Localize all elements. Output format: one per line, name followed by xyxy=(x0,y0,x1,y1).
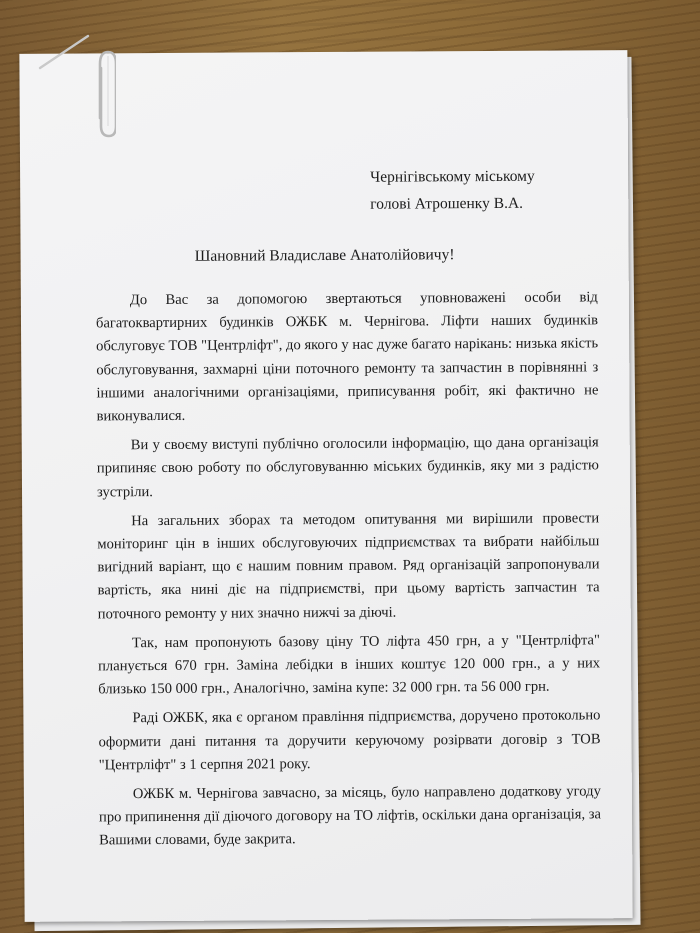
letter-page xyxy=(19,50,632,922)
addressee-line-1: Чернігівському міському xyxy=(370,167,535,186)
paragraph-1: До Вас за допомогою звертаються уповноважені особи від багатоквартирних будинків ОЖБК м. Чернігова. Ліфти наших будинків обслуговує ТОВ "Центрліфт", до якого у нас дуже багато нарікань: низька якість обслуговування, захмарні ціни поточного ремонту та запчастин в порівнянні з іншими аналогічними організаціями, приписування робіт, які фактично не виконувалися. xyxy=(95,289,599,425)
letter-body xyxy=(96,286,601,859)
salutation: Шановний Владиславе Анатолійовичу! xyxy=(194,246,455,265)
paragraph-3: На загальних зборах та методом опитування ми вирішили провести моніторинг цін в інших обслуговуючих підприємствах та вибрати найбільш вигідний варіант, що є нашим повним правом. Ряд організацій запропонували вартість, яка нині діє на підприємстві, при цьому вартість запчастин та поточного ремонту у них значно нижчі за діючі. xyxy=(97,510,600,623)
paragraph-4: Так, нам пропонують базову ціну ТО ліфта 450 грн, а у "Центрліфта" планується 670 грн. Заміна лебідки в інших коштує 120 000 грн., а у них близько 150 000 грн., Аналогічно, заміна купе: 32 000 грн. та 56 000 грн. xyxy=(98,632,601,698)
paragraph-2: Ви у своєму виступі публічно оголосили інформацію, що дана організація припиняє свою роботу по обслуговуванню міських будинків, яку ми з радістю зустріли. xyxy=(96,434,599,501)
paperclip-icon xyxy=(26,8,116,148)
addressee-line-2: голові Атрошенку В.А. xyxy=(370,194,524,213)
paragraph-6: ОЖБК м. Чернігова завчасно, за місяць, було направлено додаткову угоду про припинення дії діючого договору на ТО ліфтів, оскільки дана організація, за Вашими словами, буде закрита. xyxy=(98,783,602,849)
paragraph-5: Раді ОЖБК, яка є органом правління підприємства, доручено протокольно оформити дані питання та доручити керуючому розірвати договір з ТОВ "Центрліфт" з 1 серпня 2021 року. xyxy=(98,707,601,774)
addressee-block xyxy=(370,163,535,218)
